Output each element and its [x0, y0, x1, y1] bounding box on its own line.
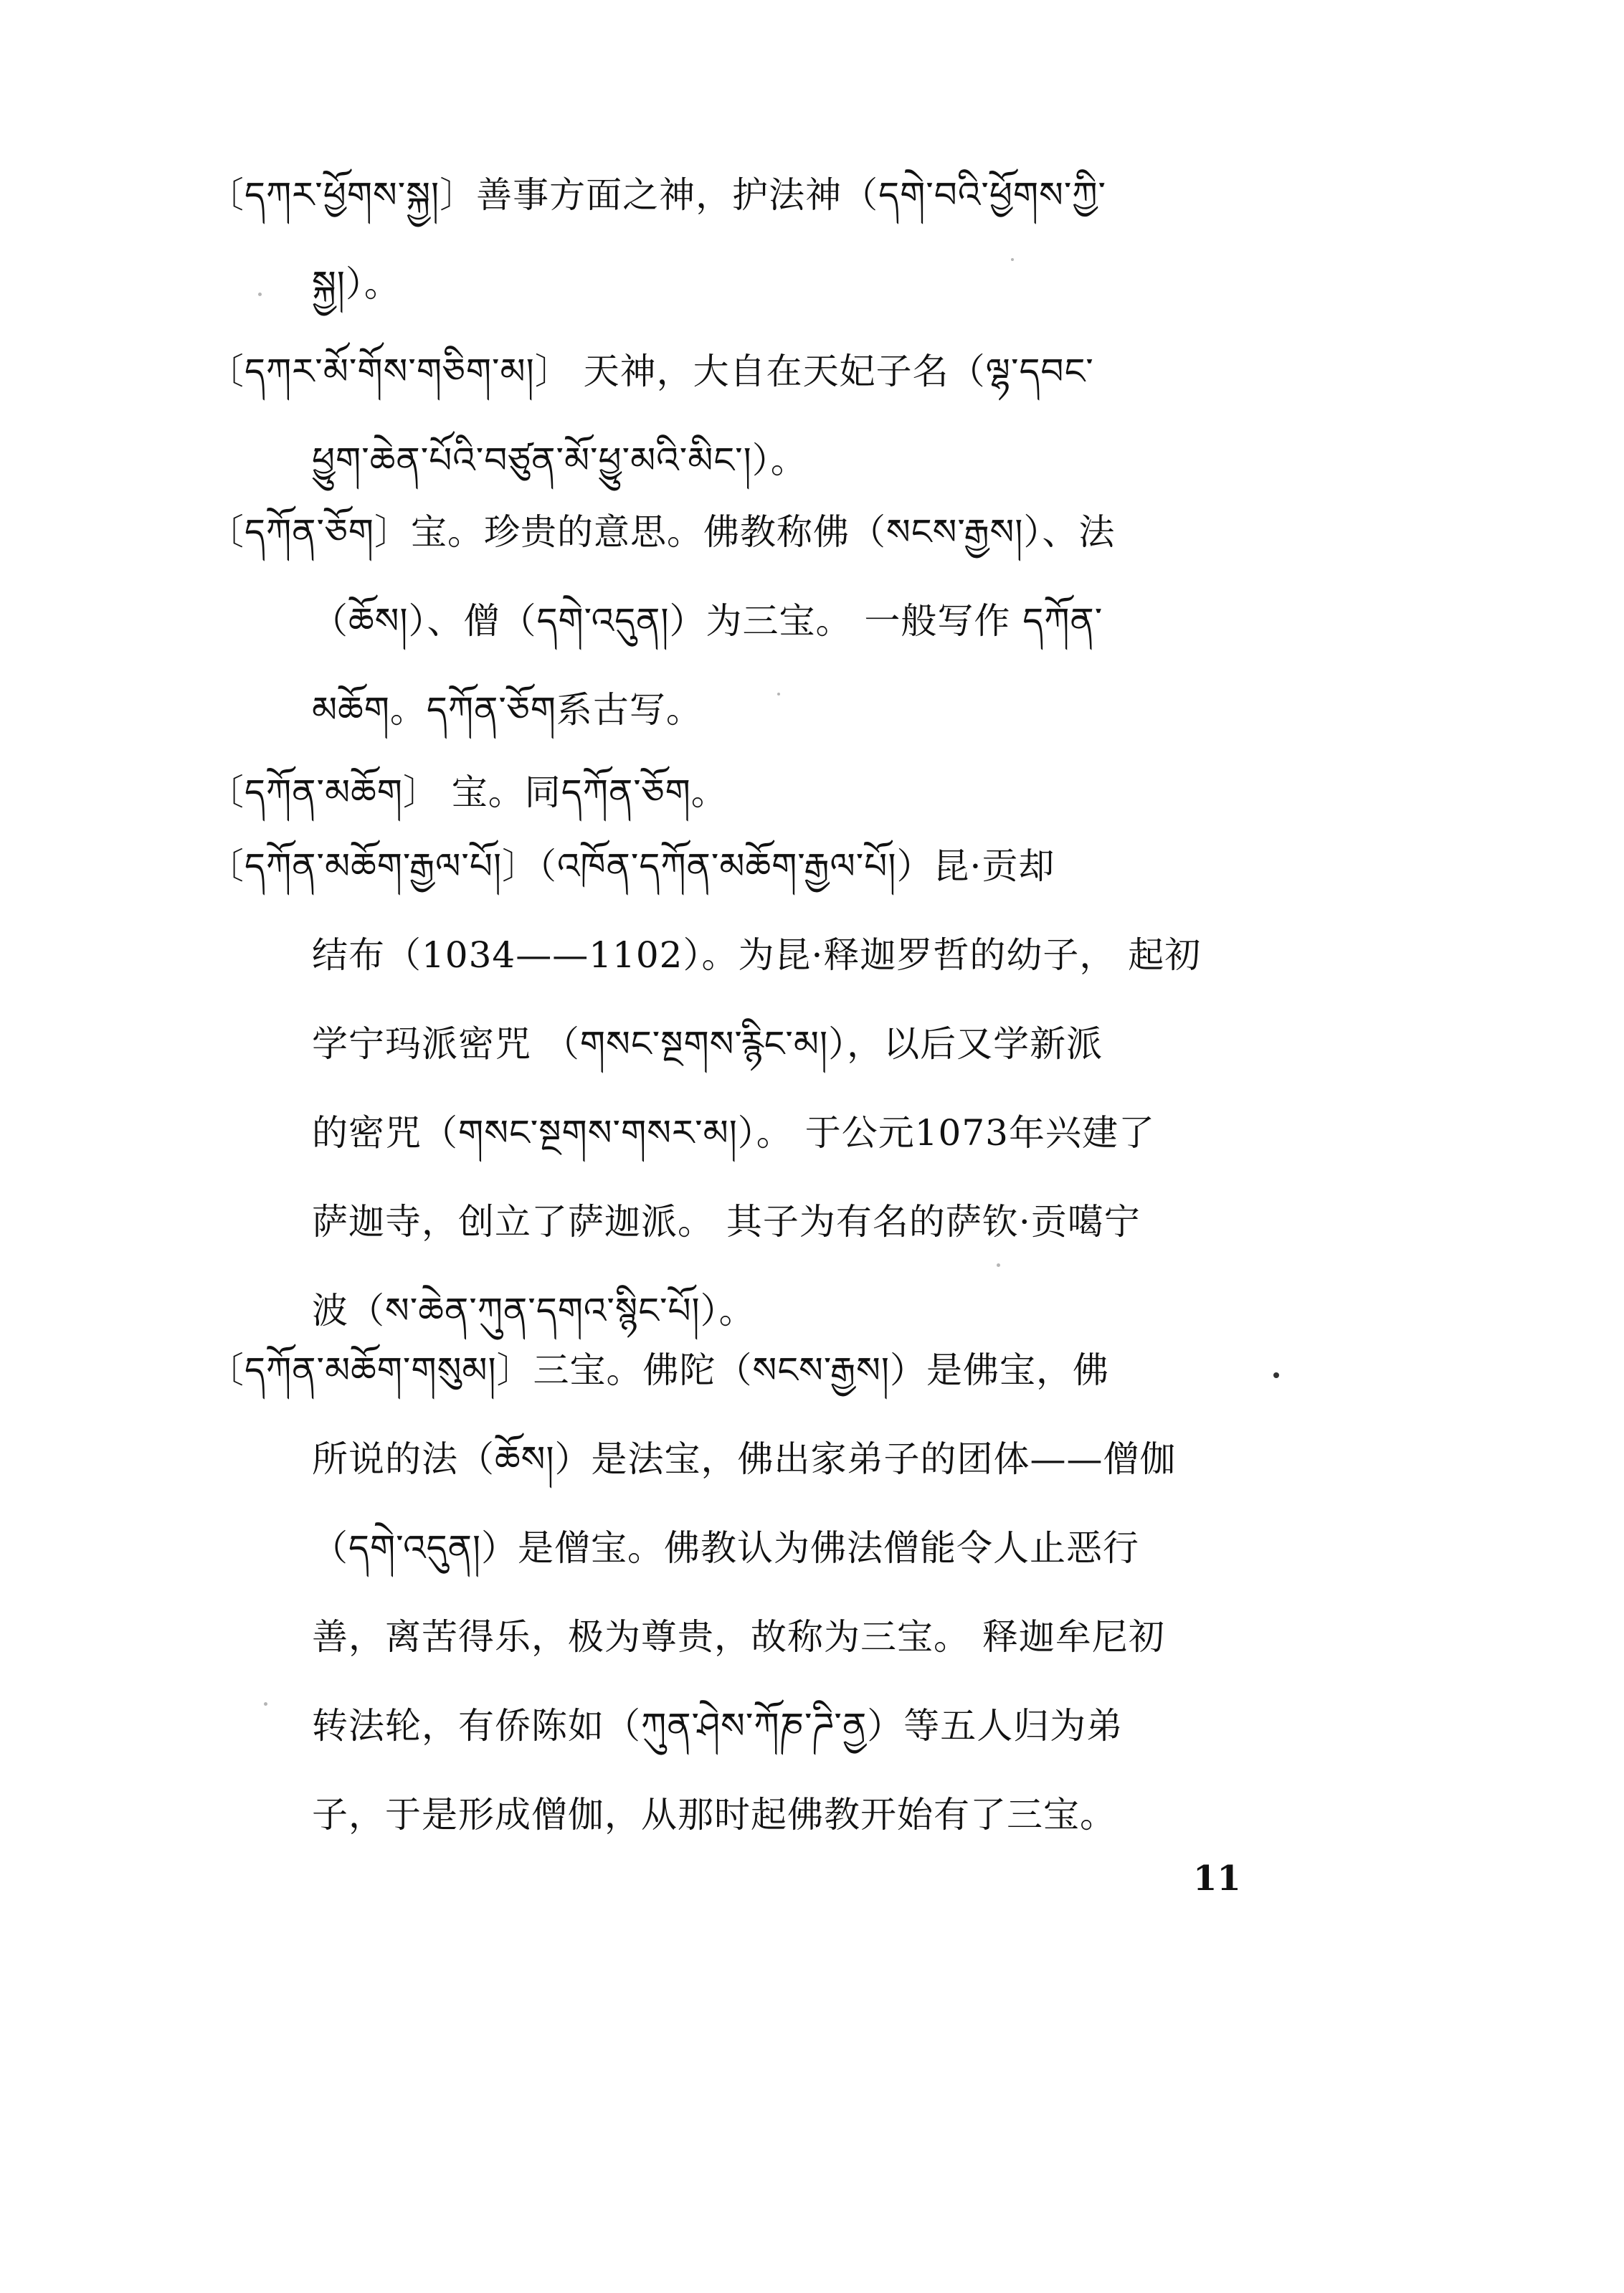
entry-line: （ཆོས།）、僧（དགེ་འདུན།）为三宝。 一般写作 དཀོན་ [312, 600, 1103, 642]
entry-line: སྐྱ།）。 [312, 263, 401, 305]
scan-speck [997, 1263, 1000, 1267]
scan-speck [258, 293, 262, 296]
entry-line: ཕྱུག་ཆེན་པོའི་བཙུན་མོ་ཕྱུ་མའི་མིང་།）。 [312, 440, 807, 481]
entry-line: 的密咒（གསང་སྔགས་གསར་མ།）。 于公元1073年兴建了 [312, 1112, 1155, 1154]
entry-dkar-mo-gos-gcig-ma [208, 327, 1298, 505]
entry-line: 〔དཀར་མོ་གོས་གཅིག་མ།〕 天神，大自在天妃子名（ལྷ་དབང་ [208, 351, 1094, 392]
entry-line: 善，离苦得乐，极为尊贵，故称为三宝。 释迦牟尼初 [312, 1616, 1165, 1658]
scan-speck [1011, 258, 1014, 261]
entry-line: 子，于是形成僧伽，从那时起佛教开始有了三宝。 [312, 1794, 1116, 1836]
entry-line: 〔དཀོན་མཆོག་རྒྱལ་པོ།〕（འཁོན་དཀོན་མཆོག་རྒྱལ་པོ།）昆·贡却 [208, 845, 1055, 887]
entry-line: （དགེ་འདུན།）是僧宝。佛教认为佛法僧能令人止恶行 [312, 1527, 1140, 1569]
scan-speck [777, 693, 780, 696]
entry-line: 〔དཀོན་ཅོག〕宝。珍贵的意思。佛教称佛（སངས་རྒྱས།）、法 [208, 511, 1116, 553]
entry-line: 〔དཀར་ཕྱོགས་སྐྱ།〕善事方面之神，护法神（དགེ་བའི་ཕྱོགས་ཀྱི་ [208, 174, 1107, 216]
entry-line: 结布（1034——1102）。为昆·释迦罗哲的幼子， 起初 [312, 934, 1202, 976]
entry-line: 转法轮，有侨陈如（ཀུན་ཤེས་ཀོཎ་ཌི་ནྱ）等五人归为弟 [312, 1705, 1124, 1747]
entry-line: 〔དཀོན་མཆོག〕 宝。同དཀོན་ཅོག。 [208, 772, 728, 813]
entry-line: མཆོག。དཀོན་ཅོག系古写。 [312, 689, 703, 731]
entry-line: 所说的法（ཆོས།）是法宝，佛出家弟子的团体——僧伽 [312, 1438, 1177, 1480]
entry-dkon-cog [208, 488, 1298, 754]
entry-line: 波（ས་ཆེན་ཀུན་དགའ་སྙིང་པོ།）。 [312, 1290, 756, 1331]
entry-dkon-mchog-gsum [208, 1326, 1298, 1859]
entry-line: 萨迦寺，创立了萨迦派。 其子为有名的萨钦·贡噶宁 [312, 1201, 1141, 1243]
entry-dkon-mchog-rgyal-po [208, 822, 1298, 1355]
entry-dkar-phyogs-skya [208, 151, 1298, 328]
entry-line: 学宁玛派密咒 （གསང་སྔགས་རྙིང་མ།），以后又学新派 [312, 1023, 1103, 1065]
page-number: 11 [1193, 1858, 1241, 1899]
scan-speck [1273, 1372, 1279, 1378]
scan-speck [264, 1702, 267, 1706]
entry-line: 〔དཀོན་མཆོག་གསུམ།〕三宝。佛陀（སངས་རྒྱས།）是佛宝，佛 [208, 1349, 1109, 1391]
